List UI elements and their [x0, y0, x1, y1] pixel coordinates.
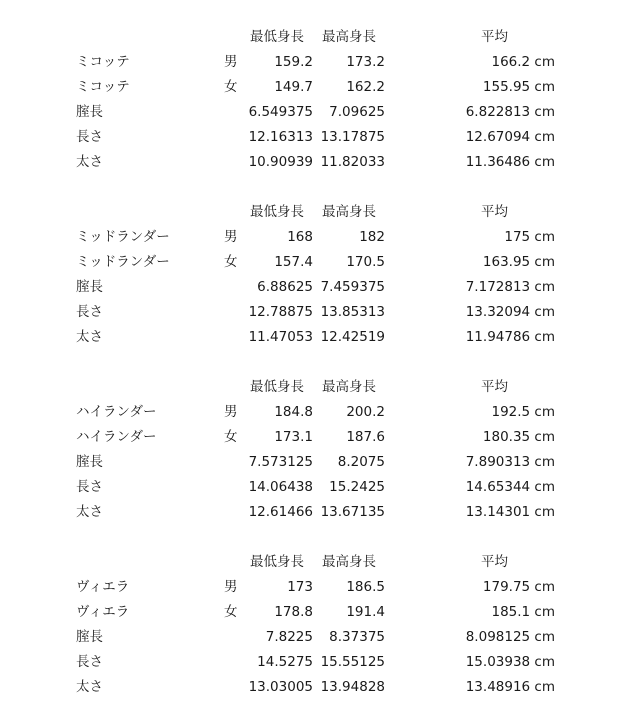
table-section [0, 25, 637, 175]
row-max: 8.2075 [337, 454, 385, 470]
row-min: 7.573125 [248, 454, 313, 470]
header-min-height: 最低身長 [250, 554, 304, 570]
row-average: 179.75 cm [482, 579, 555, 595]
row-average: 8.098125 cm [465, 629, 555, 645]
table-row [0, 625, 637, 650]
row-min: 184.8 [274, 404, 313, 420]
row-average: 7.890313 cm [465, 454, 555, 470]
row-name: ミッドランダー [76, 229, 170, 245]
row-min: 13.03005 [248, 679, 313, 695]
row-name: ヴィエラ [76, 579, 130, 595]
row-name: 太さ [76, 504, 103, 520]
row-name: 太さ [76, 154, 103, 170]
table-row [0, 575, 637, 600]
header-average: 平均 [481, 29, 508, 45]
row-max: 186.5 [346, 579, 385, 595]
row-average: 175 cm [504, 229, 555, 245]
header-max-height: 最高身長 [322, 204, 376, 220]
row-max: 13.67135 [320, 504, 385, 520]
row-min: 14.06438 [248, 479, 313, 495]
row-average: 13.48916 cm [465, 679, 555, 695]
header-row [0, 550, 637, 575]
row-average: 180.35 cm [482, 429, 555, 445]
row-average: 15.03938 cm [465, 654, 555, 670]
row-average: 12.67094 cm [465, 129, 555, 145]
row-name: ミッドランダー [76, 254, 170, 270]
header-average: 平均 [481, 554, 508, 570]
header-min-height: 最低身長 [250, 379, 304, 395]
table-row [0, 450, 637, 475]
header-min-height: 最低身長 [250, 29, 304, 45]
row-max: 162.2 [346, 79, 385, 95]
row-average: 11.36486 cm [465, 154, 555, 170]
row-min: 159.2 [274, 54, 313, 70]
row-max: 182 [359, 229, 385, 245]
row-name: 腟長 [76, 279, 103, 295]
table-row [0, 675, 637, 700]
row-max: 13.17875 [320, 129, 385, 145]
row-max: 173.2 [346, 54, 385, 70]
table-row [0, 475, 637, 500]
row-average: 166.2 cm [491, 54, 555, 70]
row-max: 13.94828 [320, 679, 385, 695]
row-name: 太さ [76, 679, 103, 695]
table-row [0, 250, 637, 275]
table-row [0, 50, 637, 75]
row-average: 14.65344 cm [465, 479, 555, 495]
row-sex: 女 [224, 79, 238, 95]
row-sex: 男 [224, 404, 238, 420]
row-name: ミコッテ [76, 54, 130, 70]
row-name: 長さ [76, 304, 103, 320]
row-min: 10.90939 [248, 154, 313, 170]
row-min: 12.16313 [248, 129, 313, 145]
row-max: 15.55125 [320, 654, 385, 670]
row-min: 14.5275 [257, 654, 313, 670]
row-min: 12.61466 [248, 504, 313, 520]
row-max: 170.5 [346, 254, 385, 270]
row-max: 13.85313 [320, 304, 385, 320]
header-max-height: 最高身長 [322, 554, 376, 570]
row-min: 178.8 [274, 604, 313, 620]
row-name: ハイランダー [76, 404, 157, 420]
row-min: 6.549375 [248, 104, 313, 120]
row-min: 7.8225 [265, 629, 313, 645]
row-average: 155.95 cm [482, 79, 555, 95]
row-average: 11.94786 cm [465, 329, 555, 345]
row-min: 6.88625 [257, 279, 313, 295]
row-name: 腟長 [76, 104, 103, 120]
table-section [0, 550, 637, 700]
row-name: 長さ [76, 479, 103, 495]
table-row [0, 75, 637, 100]
row-min: 149.7 [274, 79, 313, 95]
row-name: ミコッテ [76, 79, 130, 95]
row-name: ヴィエラ [76, 604, 130, 620]
row-sex: 男 [224, 54, 238, 70]
row-sex: 女 [224, 604, 238, 620]
row-sex: 男 [224, 579, 238, 595]
row-name: 太さ [76, 329, 103, 345]
row-min: 168 [287, 229, 313, 245]
header-max-height: 最高身長 [322, 29, 376, 45]
row-name: 長さ [76, 129, 103, 145]
row-min: 157.4 [274, 254, 313, 270]
table-row [0, 425, 637, 450]
row-max: 200.2 [346, 404, 385, 420]
table-section [0, 375, 637, 525]
table-row [0, 125, 637, 150]
table-row [0, 100, 637, 125]
row-average: 7.172813 cm [465, 279, 555, 295]
row-name: 腟長 [76, 454, 103, 470]
row-min: 11.47053 [248, 329, 313, 345]
row-max: 12.42519 [320, 329, 385, 345]
row-min: 173.1 [274, 429, 313, 445]
row-name: ハイランダー [76, 429, 157, 445]
row-max: 7.09625 [329, 104, 385, 120]
header-average: 平均 [481, 204, 508, 220]
header-row [0, 200, 637, 225]
table-row [0, 500, 637, 525]
row-average: 6.822813 cm [465, 104, 555, 120]
row-average: 185.1 cm [491, 604, 555, 620]
table-section [0, 200, 637, 350]
row-sex: 女 [224, 429, 238, 445]
row-average: 192.5 cm [491, 404, 555, 420]
row-max: 187.6 [346, 429, 385, 445]
row-sex: 男 [224, 229, 238, 245]
row-max: 15.2425 [329, 479, 385, 495]
header-max-height: 最高身長 [322, 379, 376, 395]
table-row [0, 600, 637, 625]
row-min: 173 [287, 579, 313, 595]
table-row [0, 325, 637, 350]
row-max: 7.459375 [320, 279, 385, 295]
header-row [0, 375, 637, 400]
table-row [0, 225, 637, 250]
row-name: 腟長 [76, 629, 103, 645]
table-row [0, 150, 637, 175]
header-row [0, 25, 637, 50]
header-average: 平均 [481, 379, 508, 395]
row-average: 13.14301 cm [465, 504, 555, 520]
row-average: 163.95 cm [482, 254, 555, 270]
row-average: 13.32094 cm [465, 304, 555, 320]
header-min-height: 最低身長 [250, 204, 304, 220]
row-sex: 女 [224, 254, 238, 270]
row-name: 長さ [76, 654, 103, 670]
table-row [0, 275, 637, 300]
table-row [0, 650, 637, 675]
table-row [0, 400, 637, 425]
row-max: 191.4 [346, 604, 385, 620]
row-max: 8.37375 [329, 629, 385, 645]
row-max: 11.82033 [320, 154, 385, 170]
table-row [0, 300, 637, 325]
row-min: 12.78875 [248, 304, 313, 320]
